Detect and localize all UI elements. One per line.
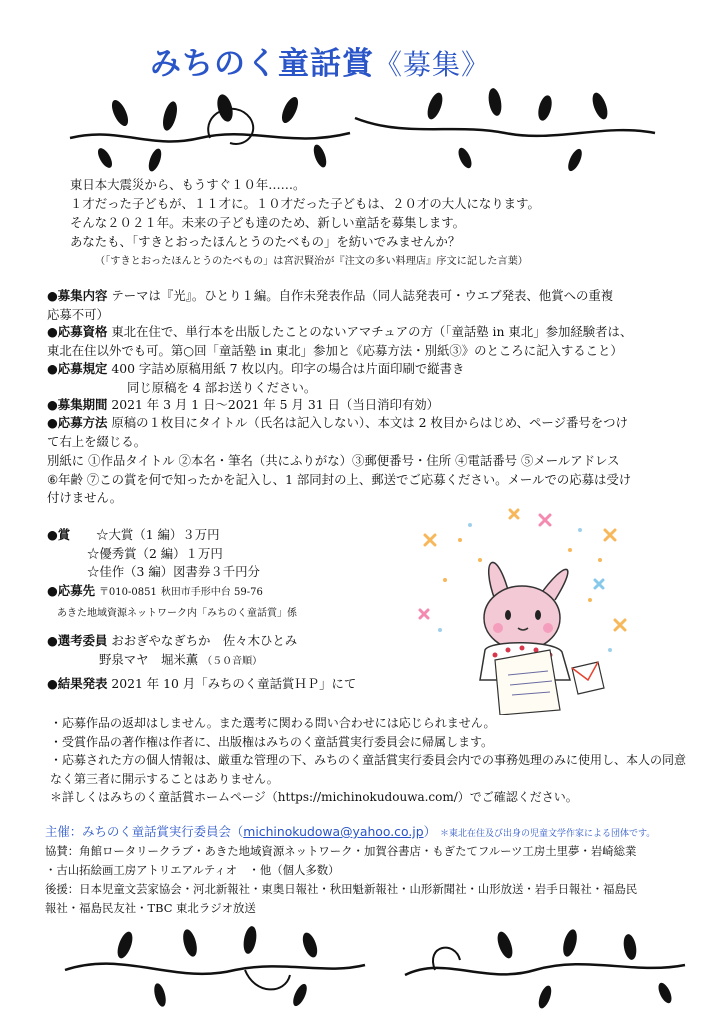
section-method [47,414,697,451]
intro-line: １才だった子どもが、１１才に。１０才だった子どもは、２０才の大人になります。 [70,196,540,211]
intro-line: そんな２０２１年。未来の子ども達のため、新しい童話を募集します。 [70,215,466,230]
section-text: 400 字詰め原稿用紙 7 枚以内。印字の場合は片面印刷で縦書き [111,361,465,376]
judges-line: おおぎやなぎちか 佐々木ひとみ [111,633,298,648]
prize-item: ☆大賞（1 編）３万円 [96,527,220,542]
section-judges [47,632,377,671]
section-text: 2021 年 10 月「みちのく童話賞ＨＰ」にて [111,676,357,691]
section-text: 付けません。 [47,490,123,505]
section-period [47,396,697,415]
top-right-vine-decoration [345,78,665,178]
intro-text [70,175,540,251]
section-label: ●募集期間 [47,397,108,412]
section-text: 2021 年 3 月 1 日～2021 年 5 月 31 日（当日消印有効） [111,397,440,412]
section-text: 別紙に ①作品タイトル ②本名・筆名（共にふりがな）③郵便番号・住所 ④電話番号 ⑤メールアドレス [47,453,620,468]
section-label: ●募集内容 [47,288,108,303]
address-city: 秋田市手形中台 59-76 [160,587,263,598]
organizer-email-link[interactable]: michinokudowa@yahoo.co.jp [243,824,424,839]
note-item: ＊詳しくはみちのく童話賞ホームページ（https://michinokudouwa.com/）でご確認ください。 [50,790,578,804]
cooperation-line: ・古山拓絵画工房アトリエアルティオ ・他（個人多数） [45,863,340,877]
organizer-label: 主催：みちのく童話賞実行委員会（ [45,824,244,839]
section-text: テーマは『光』。ひとり１編。自作未発表作品（同人誌発表可・ウエブ発表、他賞への重複 [111,288,614,303]
section-prize [47,526,377,582]
sponsors [45,880,695,918]
note-item: ・受賞作品の著作権は作者に、出版権はみちのく童話賞実行委員会に帰属します。 [50,734,494,749]
section-label: ●応募資格 [47,324,108,339]
section-label: ●結果発表 [47,676,108,691]
section-text: 同じ原稿を 4 部お送りください。 [127,379,317,395]
section-address [47,582,377,623]
section-rules [47,360,697,397]
section-text: て右上を綴じる。 [47,433,147,449]
cooperation-line: 協賛：角館ロータリークラブ・あきた地域資源ネットワーク・加賀谷書店・もぎたてフルーツ工房土里夢・岩崎総業 [45,844,637,858]
note-item: ・応募された方の個人情報は、厳重な管理の下、みちのく童話賞実行委員会内での事務処理のみに使用し、本人の同意 [50,753,687,767]
sponsors-line: 後援：日本児童文芸家協会・河北新報社・東奥日報社・秋田魁新報社・山形新聞社・山形放送・岩手日報社・福島民 [45,882,638,896]
section-label: ●応募規定 [47,361,108,376]
section-text: 原稿の１枚目にタイトル（氏名は記入しない）、本文は 2 枚目からはじめ、ページ番号をつけ [111,415,628,430]
judges-line: 野泉マヤ 堀米薫 [99,651,199,667]
section-text: 応募不可） [47,306,109,322]
title-sub: 《募集》 [374,48,491,81]
organizer-close: ） [423,824,436,839]
organizer [45,822,655,840]
notes-list [50,714,700,807]
bottom-right-vine-decoration [395,915,695,1015]
cooperation [45,842,695,880]
prize-item: ☆優秀賞（2 編）１万円 [87,545,223,561]
section-eligibility [47,323,697,360]
sponsors-line: 報社・福島民友社・TBC 東北ラジオ放送 [45,901,256,915]
prize-item: ☆佳作（3 編）図書券３千円分 [87,564,260,579]
section-text: ⑥年齢 ⑦この賞を何で知ったかを記入し、1 部同封の上、郵送でご応募ください。メールでの応募は受け [47,471,632,487]
intro-note: （「すきとおったほんとうのたべもの」は宮沢賢治が『注文の多い料理店』序文に記した言葉） [95,256,528,267]
judges-note: （５０音順） [202,655,263,667]
note-item: ・応募作品の返却はしません。また選考に関わる問い合わせには応じられません。 [50,716,496,730]
section-text: 東北在住以外でも可。第○回「童話塾 in 東北」参加と《応募方法・別紙③》のところに記入すること） [47,342,623,358]
rabbit-illustration [400,500,650,715]
top-left-vine-decoration [60,78,360,178]
title-main: みちのく童話賞 [150,46,374,82]
note-item: なく第三者に開示することはありません。 [50,771,279,786]
section-label: ●応募先 [47,583,95,598]
address-org: あきた地域資源ネットワーク内「みちのく童話賞」係 [57,607,297,619]
intro-line: あなたも、「すきとおったほんとうのたべもの」を紡いでみませんか？ [70,234,461,249]
section-results [47,675,407,694]
organizer-note: ＊東北在住及び出身の児童文学作家による団体です。 [439,829,656,839]
postal-code: 〒010-0851 [98,587,157,598]
intro-line: 東日本大震災から、もうすぐ１０年……。 [70,177,306,192]
section-label: ●応募方法 [47,415,108,430]
bottom-left-vine-decoration [55,915,375,1015]
section-text: 東北在住で、単行本を出版したことのないアマチュアの方（「童話塾 in 東北」参加経験者は、 [111,324,633,339]
section-label: ●選考委員 [47,633,108,648]
page-title [150,38,490,83]
section-label: ●賞 [47,527,71,542]
section-content [47,287,687,324]
